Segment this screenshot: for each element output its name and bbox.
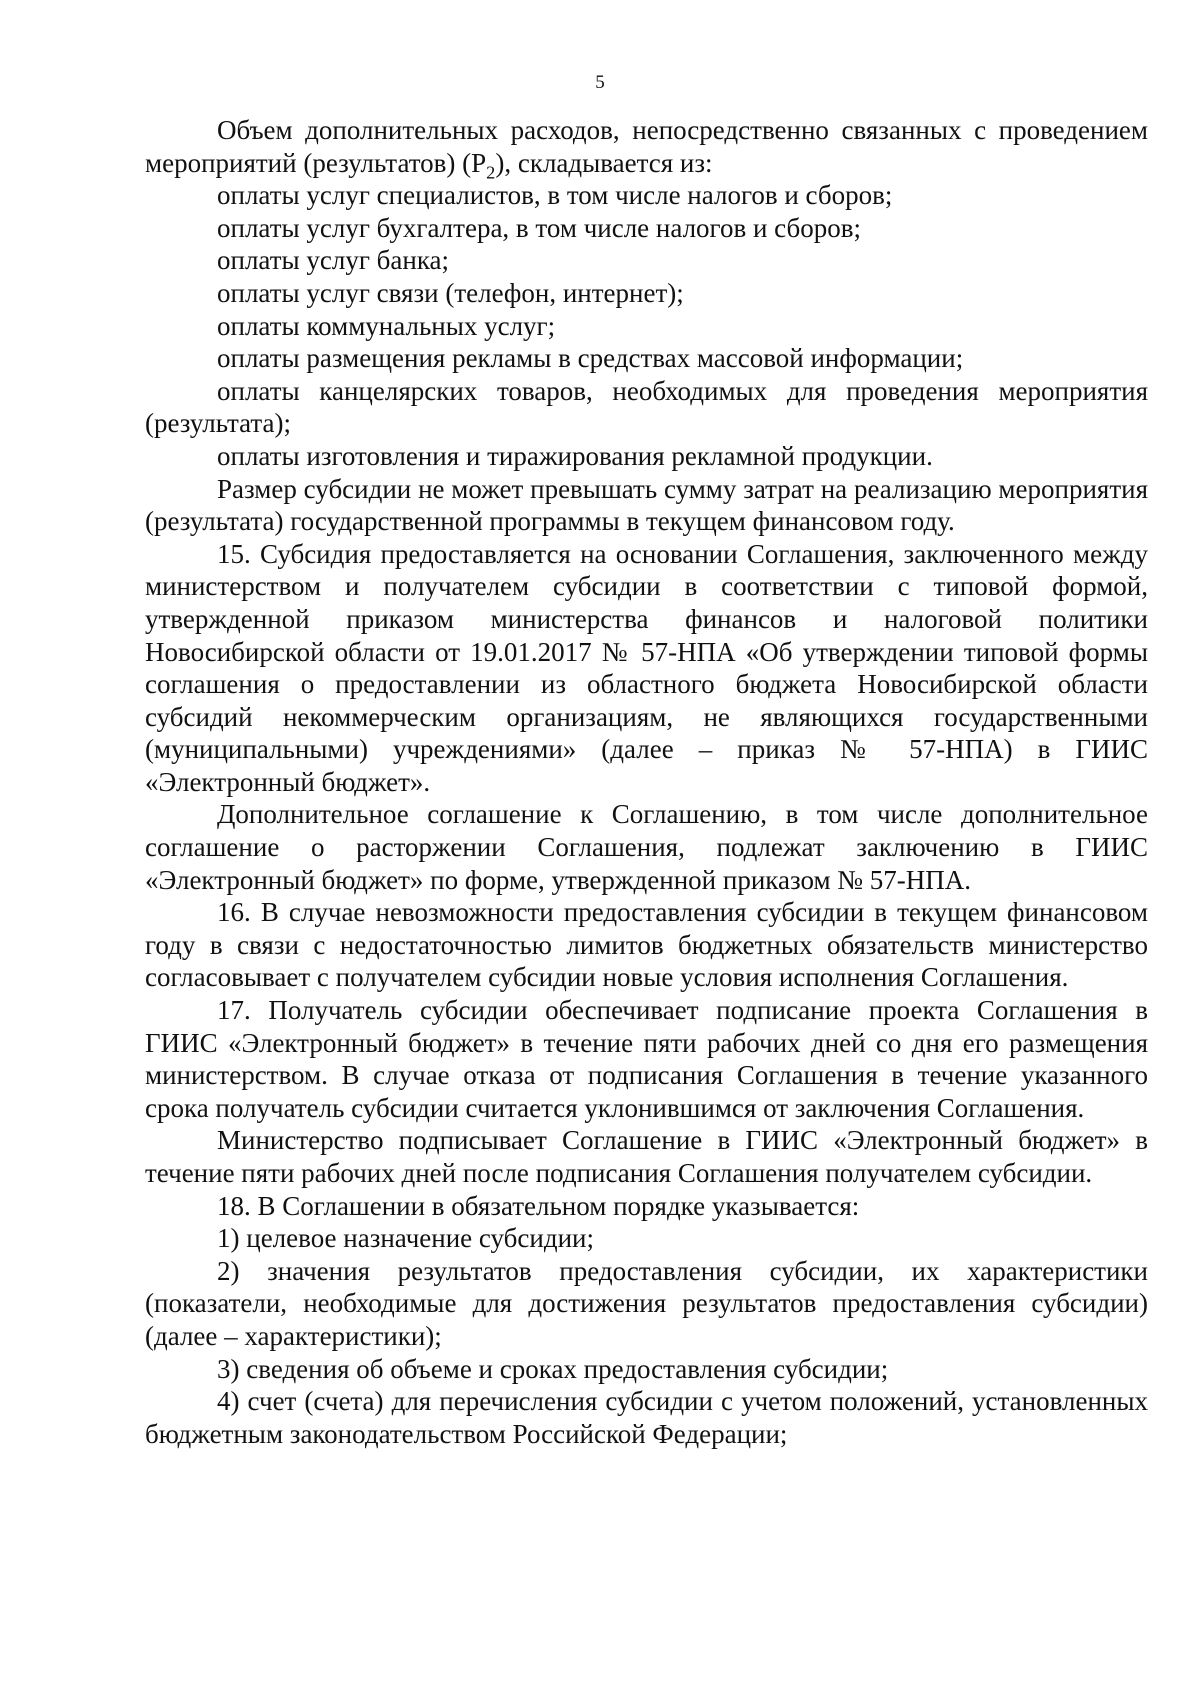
list-item-stationery: оплаты канцелярских товаров, необходимых для проведения мероприятия (результата); <box>145 375 1148 439</box>
paragraph-additional-expenses: Объем дополнительных расходов, непосредственно связанных с проведением мероприятий (результатов) $(Р_2)$, складывается из: <box>145 115 1148 182</box>
list-item-advertising: оплаты размещения рекламы в средствах массовой информации; <box>217 343 964 374</box>
list-item-specialists: оплаты услуг специалистов, в том числе налогов и сборов; <box>217 180 893 211</box>
page-number: 5 <box>595 72 605 93</box>
paragraph-16: 16. В случае невозможности предоставления субсидии в текущем финансовом году в связи с недостаточностью лимитов бюджетных обязательств министерство согласовывает с получателем субсидии новые условия исполнения Соглашения. <box>145 897 1148 993</box>
paragraph-17: 17. Получатель субсидии обеспечивает подписание проекта Соглашения в ГИИС «Электронный бюджет» в течение пяти рабочих дней со дня его размещения министерством. В случае отказа от подписания Соглашения в течение указанного срока получатель субсидии считается уклонившимся от заключения Соглашения. <box>145 995 1148 1123</box>
list-item-utilities: оплаты коммунальных услуг; <box>217 310 556 341</box>
list-item-accountant: оплаты услуг бухгалтера, в том числе налогов и сборов; <box>217 212 861 243</box>
list-item-18-3: 3) сведения об объеме и сроках предоставления субсидии; <box>217 1353 889 1384</box>
document-body <box>145 114 1148 1450</box>
list-item-18-4: 4) счет (счета) для перечисления субсидии с учетом положений, установленных бюджетным законодательством Российской Федерации; <box>145 1386 1148 1449</box>
list-item-printing: оплаты изготовления и тиражирования рекламной продукции. <box>217 440 933 471</box>
paragraph-additional-agreement: Дополнительное соглашение к Соглашению, в том числе дополнительное соглашение о расторжении Соглашения, подлежат заключению в ГИИС «Электронный бюджет» по форме, утвержденной приказом № 57-НПА. <box>145 799 1148 895</box>
paragraph-ministry-signs: Министерство подписывает Соглашение в ГИИС «Электронный бюджет» в течение пяти рабочих дней после подписания Соглашения получателем субсидии. <box>145 1125 1148 1188</box>
list-item-bank: оплаты услуг банка; <box>217 245 450 276</box>
paragraph-18: 18. В Соглашении в обязательном порядке указывается: <box>217 1190 860 1221</box>
list-item-18-1: 1) целевое назначение субсидии; <box>217 1223 594 1254</box>
list-item-communication: оплаты услуг связи (телефон, интернет); <box>217 277 684 308</box>
paragraph-subsidy-limit: Размер субсидии не может превышать сумму затрат на реализацию мероприятия (результата) государственной программы в текущем финансовом году. <box>145 473 1148 537</box>
list-item-18-2: 2) значения результатов предоставления субсидии, их характеристики (показатели, необходимые для достижения результатов предоставления субсидии) (далее – характеристики); <box>145 1255 1148 1351</box>
paragraph-15: 15. Субсидия предоставляется на основании Соглашения, заключенного между министерством и получателем субсидии в соответствии с типовой формой, утвержденной приказом министерства финансов и налоговой политики Новосибирской области от 19.01.2017 № 57-НПА «Об утверждении типовой формы соглашения о предоставлении из областного бюджета Новосибирской области субсидий некоммерческим организациям, не являющихся государственными (муниципальными) учреждениями» (далее – приказ № 57-НПА) в ГИИС «Электронный бюджет». <box>145 538 1148 797</box>
